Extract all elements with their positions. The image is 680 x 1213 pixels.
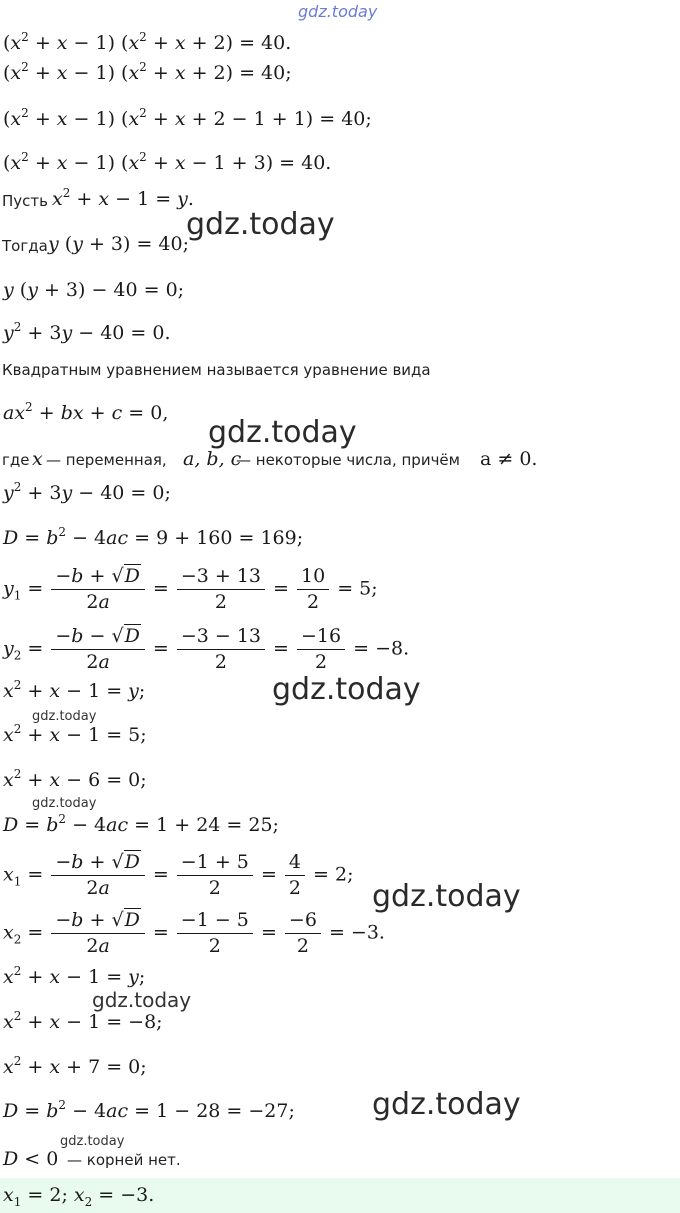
watermark: gdz.today: [372, 879, 521, 914]
watermark: gdz.today: [186, 207, 335, 242]
equation-line: $x^2 + x - 1 = -8$;: [3, 1009, 163, 1033]
watermark: gdz.today: [32, 796, 97, 811]
root-formula-y1: $y_1$ = $\frac{-b + √D}{2a}$ = $\frac{-3 + 13}{2}$ = $\frac{10}{2}$ = 5;: [3, 565, 378, 613]
coefficients-symbols: a, b, c: [183, 448, 242, 470]
equation-line: $ax^2$ + bx + c = 0,: [3, 400, 169, 424]
discriminant-line: $D = b^2 - 4ac = 1 - 28 = -27$;: [3, 1098, 295, 1122]
discriminant-negative: D < 0: [3, 1148, 59, 1170]
equation-line: $(x^2 + x - 1) (x^2 + x + 2) = 40$;: [3, 60, 292, 84]
discriminant-line: $D = b^2 - 4ac = 1 + 24 = 25$;: [3, 812, 279, 836]
where-variable-text: — переменная,: [46, 451, 167, 469]
no-roots-text: — корней нет.: [67, 1151, 181, 1169]
root-formula-x1: $x_1$ = $\frac{-b + √D}{2a}$ = $\frac{-1 + 5}{2}$ = $\frac{4}{2}$ = 2;: [3, 851, 354, 899]
equation-line: $(x^2 + x - 1) (x^2 + x + 2) = 40$.: [3, 30, 292, 54]
equation-line: $y^2 + 3y - 40 = 0$.: [3, 320, 171, 344]
equation-line: $x^2 + x - 6 = 0$;: [3, 767, 147, 791]
variable-symbol: x: [32, 448, 43, 470]
definition-text: Квадратным уравнением называется уравнение вида: [2, 361, 431, 379]
answer-line: $x_1 = 2$; $x_2 = -3$.: [3, 1184, 155, 1209]
root-formula-x2: $x_2$ = $\frac{-b + √D}{2a}$ = $\frac{-1 - 5}{2}$ = $\frac{-6}{2}$ = −3.: [3, 909, 385, 957]
answer-box: [0, 1178, 680, 1213]
then-label: Тогда: [2, 237, 48, 255]
equation-line: y (y + 3) = 40;: [48, 233, 189, 255]
let-label: Пусть: [2, 192, 48, 210]
equation-line: $y^2 + 3y - 40 = 0$;: [3, 480, 171, 504]
condition: a ≠ 0.: [480, 448, 538, 470]
watermark: gdz.today: [272, 672, 421, 707]
watermark: gdz.today: [92, 988, 192, 1012]
watermark: gdz.today: [32, 709, 97, 724]
equation-line: y (y + 3) − 40 = 0;: [3, 279, 185, 301]
equation-line: $x^2 + x + 7 = 0$;: [3, 1054, 147, 1078]
equation-line: $x^2 + x - 1 = y$;: [3, 964, 146, 988]
watermark: gdz.today: [372, 1087, 521, 1122]
watermark: gdz.today: [298, 2, 378, 21]
discriminant-line: $D = b^2 - 4ac = 9 + 160 = 169$;: [3, 525, 304, 549]
where-numbers-text: — некоторые числа, причём: [236, 451, 460, 469]
watermark: gdz.today: [60, 1134, 125, 1149]
equation-line: $(x^2 + x - 1) (x^2 + x + 2 - 1 + 1) = 40$;: [3, 106, 372, 130]
where-label: где: [2, 451, 30, 469]
root-formula-y2: $y_2$ = $\frac{-b - √D}{2a}$ = $\frac{-3 - 13}{2}$ = $\frac{-16}{2}$ = −8.: [3, 625, 410, 673]
equation-line: $x^2 + x - 1 = 5$;: [3, 722, 147, 746]
equation-line: $x^2 + x - 1 = y$.: [52, 186, 194, 210]
equation-line: $x^2 + x - 1 = y$;: [3, 678, 146, 702]
watermark: gdz.today: [208, 415, 357, 450]
equation-line: $(x^2 + x - 1) (x^2 + x - 1 + 3) = 40$.: [3, 150, 332, 174]
